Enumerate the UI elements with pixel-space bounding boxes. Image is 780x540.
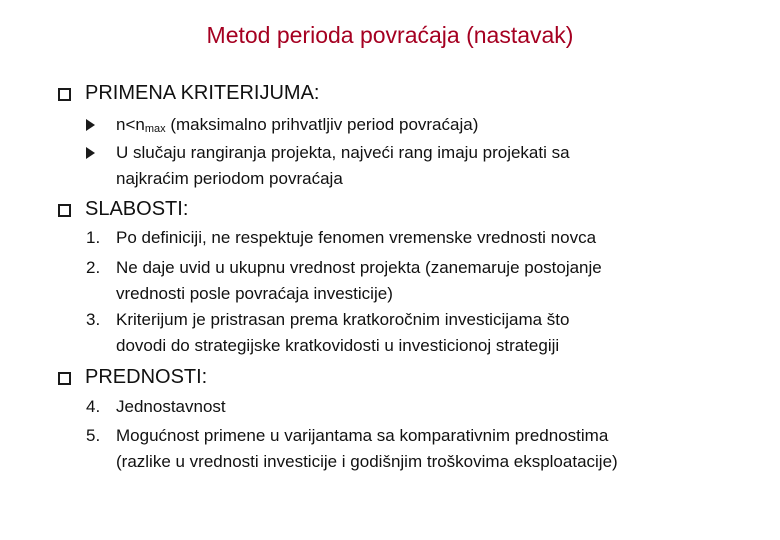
item-text: Jednostavnost: [116, 397, 226, 416]
item-text: Kriterijum je pristrasan prema kratkoročnim investicijama što: [116, 310, 570, 329]
square-bullet-icon: [58, 88, 71, 101]
list-item: [86, 255, 602, 307]
list-item: [86, 225, 596, 251]
item-text: (maksimalno prihvatljiv period povraćaja): [165, 115, 479, 134]
list-item: [86, 423, 618, 475]
arrow-bullet-icon: [86, 112, 112, 138]
item-text: U slučaju rangiranja projekta, najveći rang imaju projekati sa: [116, 143, 570, 162]
list-item: [86, 394, 226, 420]
item-text-cont: (razlike u vrednosti investicije i godišnjim troškovima eksploatacije): [116, 452, 618, 471]
square-bullet-icon: [58, 372, 71, 385]
item-text: Po definiciji, ne respektuje fenomen vremenske vrednosti novca: [116, 228, 597, 247]
section-heading: PREDNOSTI:: [85, 366, 208, 388]
arrow-bullet-icon: [86, 140, 112, 166]
item-number: 1.: [86, 228, 101, 247]
slide-title: Metod perioda povraćaja (nastavak): [206, 22, 574, 48]
list-item: [86, 112, 478, 142]
item-text: n<n: [116, 115, 145, 134]
item-text-cont: dovodi do strategijske kratkovidosti u investicionoj strategiji: [116, 336, 560, 355]
item-number: 4.: [86, 397, 101, 416]
list-item: [86, 140, 570, 192]
item-text: Ne daje uvid u ukupnu vrednost projekta (zanemaruje postojanje: [116, 258, 602, 277]
item-text: Mogućnost primene u varijantama sa komparativnim prednostima: [116, 426, 609, 445]
section-slabosti: [58, 198, 188, 221]
item-number: 5.: [86, 426, 101, 445]
square-bullet-icon: [58, 204, 71, 217]
item-subscript: max: [144, 123, 166, 135]
item-text-cont: najkraćim periodom povraćaja: [116, 169, 343, 188]
section-heading: SLABOSTI:: [85, 198, 189, 220]
item-number: 3.: [86, 310, 101, 329]
section-primena: [58, 82, 319, 105]
section-heading: PRIMENA KRITERIJUMA:: [85, 82, 320, 104]
item-number: 2.: [86, 258, 101, 277]
section-prednosti: [58, 366, 207, 389]
item-text-cont: vrednosti posle povraćaja investicije): [116, 284, 393, 303]
list-item: [86, 307, 569, 359]
